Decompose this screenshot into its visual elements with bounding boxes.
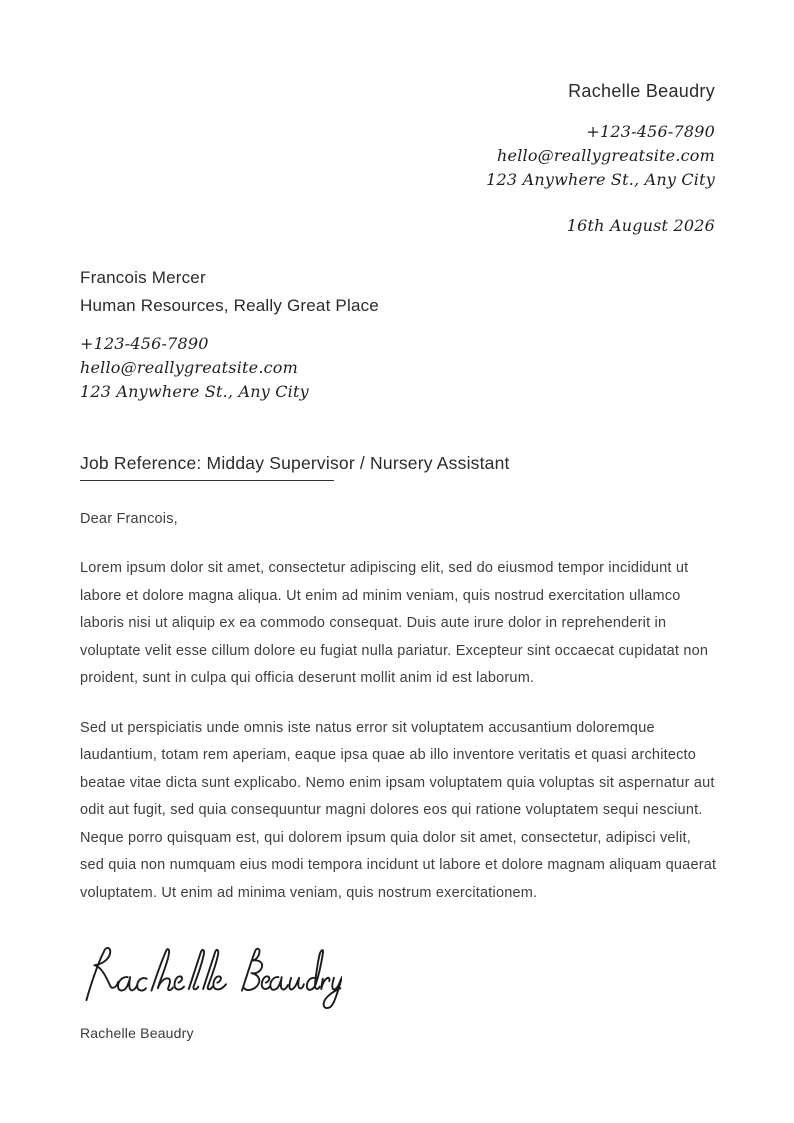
- sender-block: [80, 80, 715, 238]
- letter-date: 16th August 2026: [566, 216, 715, 235]
- sender-contact-block: [80, 120, 715, 192]
- recipient-block: [80, 264, 715, 404]
- sender-name: Rachelle Beaudry: [568, 81, 715, 101]
- recipient-contact-block: [80, 332, 715, 404]
- signature-block: [80, 943, 715, 1042]
- recipient-name: Francois Mercer: [80, 268, 206, 287]
- recipient-title: Human Resources, Really Great Place: [80, 296, 379, 315]
- body-paragraph-1: Lorem ipsum dolor sit amet, consectetur adipiscing elit, sed do eiusmod tempor incididunt ut labore et dolore magna aliqua. Ut enim ad minim veniam, quis nostrud exercitation ullamco laboris nisi ut aliquip ex ea commodo consequat. Duis aute irure dolor in reprehenderit in voluptate velit esse cillum dolore eu fugiat nulla pariatur. Excepteur sint occaecat cupidatat non proident, sunt in culpa qui officia deserunt mollit anim id est laborum.: [80, 560, 709, 686]
- recipient-address: 123 Anywhere St., Any City: [80, 382, 309, 401]
- sender-phone: +123-456-7890: [586, 122, 715, 141]
- handwritten-signature-icon: [80, 943, 342, 1016]
- subject-underline: [80, 480, 334, 481]
- recipient-identity: [80, 264, 715, 320]
- signature-printed-name: Rachelle Beaudry: [80, 1025, 194, 1041]
- recipient-phone: +123-456-7890: [80, 334, 209, 353]
- greeting: Dear Francois,: [80, 511, 178, 527]
- sender-address: 123 Anywhere St., Any City: [486, 170, 715, 189]
- subject-line: Job Reference: Midday Supervisor / Nursery Assistant: [80, 453, 510, 473]
- sender-email: hello@reallygreatsite.com: [497, 146, 715, 165]
- recipient-email: hello@reallygreatsite.com: [80, 358, 298, 377]
- body-paragraph-2: Sed ut perspiciatis unde omnis iste natus error sit voluptatem accusantium doloremque laudantium, totam rem aperiam, eaque ipsa quae ab illo inventore veritatis et quasi architecto beatae vitae dicta sunt explicabo. Nemo enim ipsam voluptatem quia voluptas sit aspernatur aut odit aut fugit, sed quia consequuntur magni dolores eos qui ratione voluptatem sequi nesciunt. Neque porro quisquam est, qui dolorem ipsum quia dolor sit amet, consectetur, adipisci velit, sed quia non numquam eius modi tempora incidunt ut labore et dolore magnam aliquam quaerat voluptatem. Ut enim ad minima veniam, quis nostrum exercitationem.: [80, 719, 717, 901]
